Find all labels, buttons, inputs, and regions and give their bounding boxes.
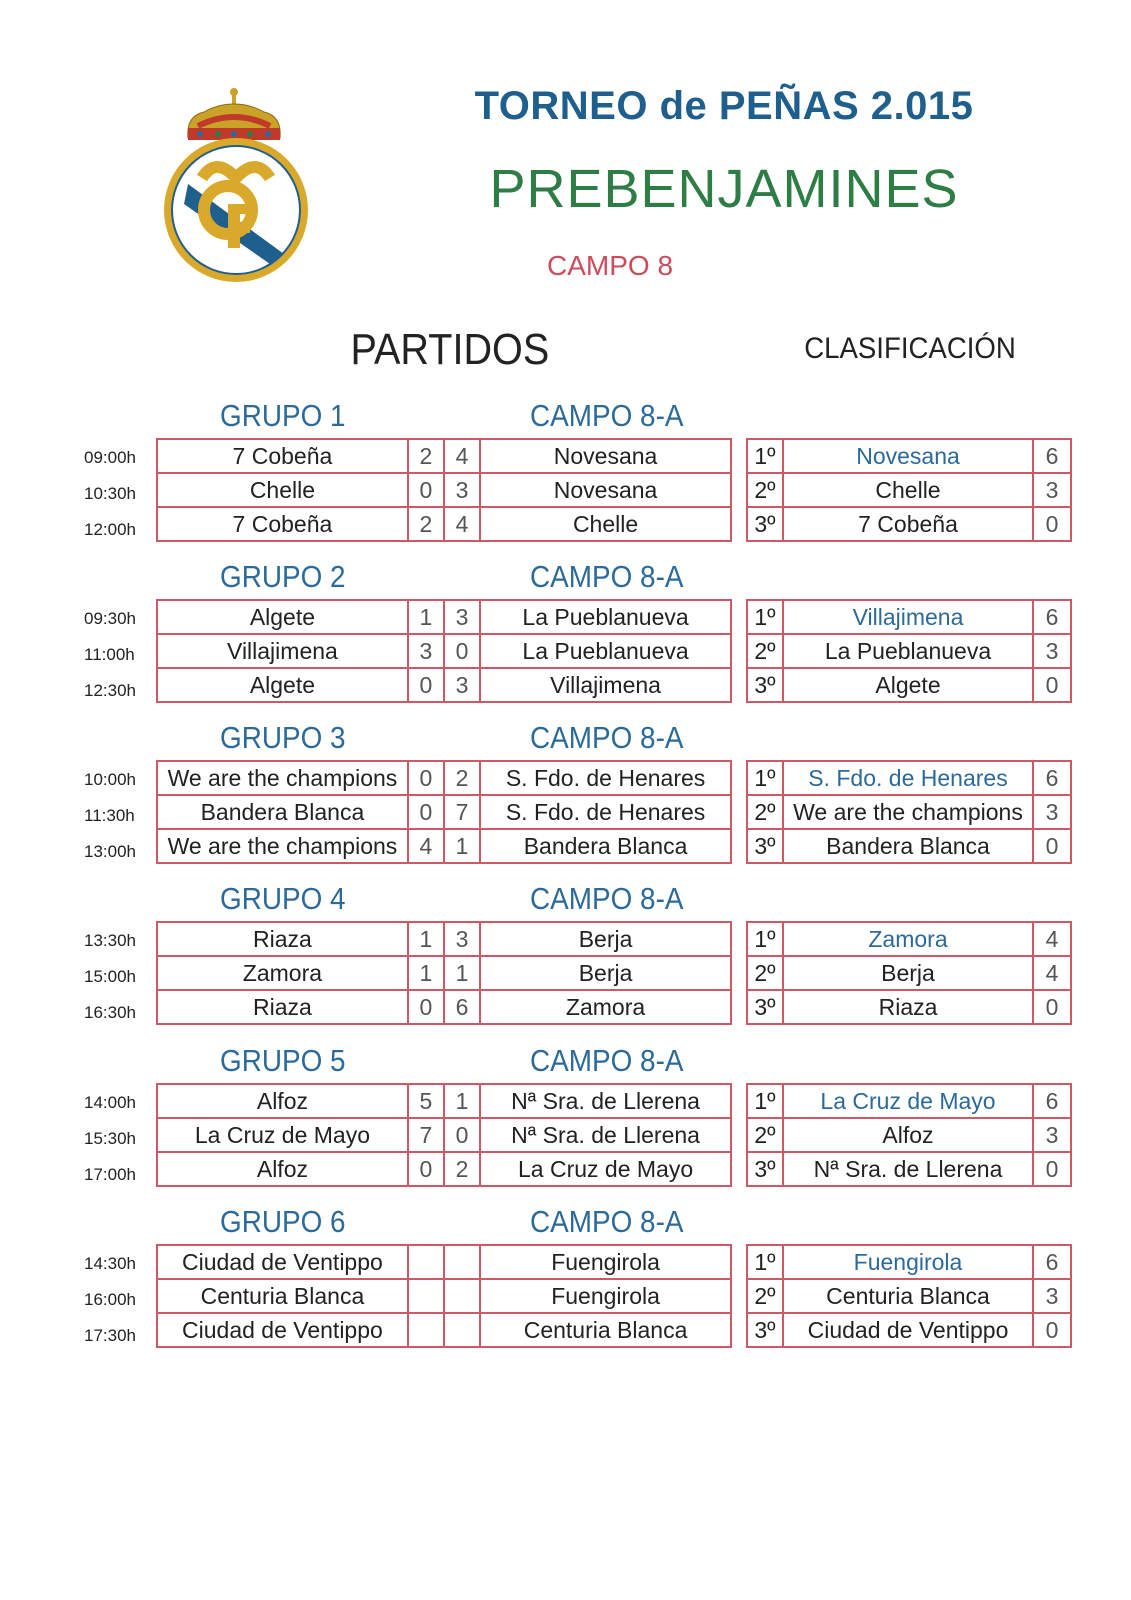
match-row xyxy=(157,1152,731,1186)
matches-table xyxy=(156,1083,732,1187)
home-score: 5 xyxy=(408,1084,444,1118)
standings-row xyxy=(747,990,1071,1024)
group-block xyxy=(0,1204,1131,1354)
home-score: 3 xyxy=(408,634,444,668)
home-team: 7 Cobeña xyxy=(157,439,408,473)
standings-table xyxy=(746,1083,1072,1187)
match-row xyxy=(157,668,731,702)
home-team: Zamora xyxy=(157,956,408,990)
home-score: 7 xyxy=(408,1118,444,1152)
matches-heading: PARTIDOS xyxy=(350,325,550,374)
standing-team: Algete xyxy=(783,668,1033,702)
match-row xyxy=(157,761,731,795)
standing-position: 1º xyxy=(747,1084,783,1118)
standing-position: 3º xyxy=(747,1152,783,1186)
matches-table xyxy=(156,760,732,864)
match-time: 12:30h xyxy=(84,681,136,700)
away-team: Nª Sra. de Llerena xyxy=(480,1118,731,1152)
away-team: Berja xyxy=(480,922,731,956)
match-row xyxy=(157,1118,731,1152)
group-field-label: CAMPO 8-A xyxy=(530,1204,684,1239)
match-time: 13:30h xyxy=(84,931,136,950)
standing-team: Berja xyxy=(783,956,1033,990)
standings-row xyxy=(747,761,1071,795)
standings-row xyxy=(747,507,1071,541)
group-field-label: CAMPO 8-A xyxy=(530,1043,684,1078)
standings-row xyxy=(747,668,1071,702)
home-score xyxy=(408,1245,444,1279)
standing-points: 3 xyxy=(1033,1279,1071,1313)
group-label: GRUPO 4 xyxy=(220,881,346,916)
match-time: 14:30h xyxy=(84,1254,136,1273)
standing-position: 2º xyxy=(747,795,783,829)
home-team: We are the champions xyxy=(157,829,408,863)
standings-table xyxy=(746,760,1072,864)
standing-team: Alfoz xyxy=(783,1118,1033,1152)
match-time: 17:00h xyxy=(84,1165,136,1184)
home-team: Algete xyxy=(157,668,408,702)
away-score: 3 xyxy=(444,600,480,634)
away-score: 4 xyxy=(444,439,480,473)
home-team: La Cruz de Mayo xyxy=(157,1118,408,1152)
crown-icon xyxy=(188,88,280,140)
standing-team: Chelle xyxy=(783,473,1033,507)
match-time: 10:00h xyxy=(84,770,136,789)
home-score xyxy=(408,1279,444,1313)
standings-row xyxy=(747,1313,1071,1347)
away-score: 1 xyxy=(444,829,480,863)
away-team: S. Fdo. de Henares xyxy=(480,761,731,795)
standing-points: 0 xyxy=(1033,1152,1071,1186)
standings-row xyxy=(747,956,1071,990)
home-score: 0 xyxy=(408,668,444,702)
match-row xyxy=(157,634,731,668)
match-row xyxy=(157,1279,731,1313)
standings-row xyxy=(747,600,1071,634)
group-label: GRUPO 5 xyxy=(220,1043,346,1078)
match-row xyxy=(157,922,731,956)
away-team: La Cruz de Mayo xyxy=(480,1152,731,1186)
match-row xyxy=(157,600,731,634)
away-score: 4 xyxy=(444,507,480,541)
match-times xyxy=(84,1246,150,1354)
group-block xyxy=(0,398,1131,548)
group-field-label: CAMPO 8-A xyxy=(530,398,684,433)
away-score: 7 xyxy=(444,795,480,829)
home-team: Bandera Blanca xyxy=(157,795,408,829)
match-time: 11:30h xyxy=(84,806,135,825)
away-score: 0 xyxy=(444,1118,480,1152)
standing-position: 2º xyxy=(747,1279,783,1313)
standing-points: 6 xyxy=(1033,761,1071,795)
standing-points: 0 xyxy=(1033,507,1071,541)
match-time: 12:00h xyxy=(84,520,136,539)
standings-row xyxy=(747,922,1071,956)
away-team: Berja xyxy=(480,956,731,990)
standing-position: 2º xyxy=(747,956,783,990)
standing-team: La Pueblanueva xyxy=(783,634,1033,668)
standing-team: 7 Cobeña xyxy=(783,507,1033,541)
tournament-title: TORNEO de PEÑAS 2.015 xyxy=(474,84,974,128)
match-row xyxy=(157,1313,731,1347)
match-row xyxy=(157,990,731,1024)
home-team: Ciudad de Ventippo xyxy=(157,1245,408,1279)
group-field-label: CAMPO 8-A xyxy=(530,559,684,594)
away-team: Centuria Blanca xyxy=(480,1313,731,1347)
standings-row xyxy=(747,439,1071,473)
home-score: 4 xyxy=(408,829,444,863)
standing-points: 3 xyxy=(1033,795,1071,829)
standing-points: 0 xyxy=(1033,990,1071,1024)
match-times xyxy=(84,762,150,870)
standing-position: 3º xyxy=(747,507,783,541)
match-time: 16:00h xyxy=(84,1290,136,1309)
away-team: Zamora xyxy=(480,990,731,1024)
standing-points: 6 xyxy=(1033,600,1071,634)
away-score: 3 xyxy=(444,922,480,956)
standing-points: 0 xyxy=(1033,1313,1071,1347)
home-score: 0 xyxy=(408,795,444,829)
home-team: Riaza xyxy=(157,990,408,1024)
away-score xyxy=(444,1279,480,1313)
group-label: GRUPO 1 xyxy=(220,398,346,433)
match-times xyxy=(84,440,150,548)
home-score: 2 xyxy=(408,507,444,541)
away-team: La Pueblanueva xyxy=(480,600,731,634)
standing-points: 0 xyxy=(1033,668,1071,702)
standing-position: 2º xyxy=(747,1118,783,1152)
away-team: Fuengirola xyxy=(480,1245,731,1279)
away-score: 3 xyxy=(444,473,480,507)
standings-table xyxy=(746,599,1072,703)
match-times xyxy=(84,601,150,709)
match-time: 11:00h xyxy=(84,645,135,664)
match-row xyxy=(157,1084,731,1118)
standing-points: 3 xyxy=(1033,634,1071,668)
standings-row xyxy=(747,1118,1071,1152)
emblem-ring xyxy=(164,138,308,282)
match-times xyxy=(84,1085,150,1193)
away-score: 3 xyxy=(444,668,480,702)
standings-row xyxy=(747,1152,1071,1186)
standing-team: Ciudad de Ventippo xyxy=(783,1313,1033,1347)
club-crest-logo xyxy=(158,86,314,286)
matches-table xyxy=(156,599,732,703)
standings-row xyxy=(747,473,1071,507)
standing-team: Zamora xyxy=(783,922,1033,956)
standing-position: 3º xyxy=(747,829,783,863)
match-times xyxy=(84,923,150,1031)
match-time: 15:00h xyxy=(84,967,136,986)
match-time: 15:30h xyxy=(84,1129,136,1148)
home-team: Ciudad de Ventippo xyxy=(157,1313,408,1347)
standing-team: We are the champions xyxy=(783,795,1033,829)
home-team: Alfoz xyxy=(157,1084,408,1118)
standing-team: Riaza xyxy=(783,990,1033,1024)
home-team: Alfoz xyxy=(157,1152,408,1186)
home-score: 1 xyxy=(408,956,444,990)
group-block xyxy=(0,881,1131,1031)
match-time: 17:30h xyxy=(84,1326,136,1345)
standing-points: 6 xyxy=(1033,1245,1071,1279)
away-score: 2 xyxy=(444,761,480,795)
group-label: GRUPO 2 xyxy=(220,559,346,594)
standing-position: 1º xyxy=(747,439,783,473)
home-score: 2 xyxy=(408,439,444,473)
home-team: Centuria Blanca xyxy=(157,1279,408,1313)
group-block xyxy=(0,559,1131,709)
standing-position: 1º xyxy=(747,761,783,795)
away-team: La Pueblanueva xyxy=(480,634,731,668)
group-label: GRUPO 6 xyxy=(220,1204,346,1239)
standing-position: 2º xyxy=(747,473,783,507)
group-block xyxy=(0,720,1131,870)
standing-team: S. Fdo. de Henares xyxy=(783,761,1033,795)
home-score: 0 xyxy=(408,761,444,795)
match-time: 09:30h xyxy=(84,609,136,628)
away-team: Bandera Blanca xyxy=(480,829,731,863)
home-team: 7 Cobeña xyxy=(157,507,408,541)
match-row xyxy=(157,439,731,473)
group-field-label: CAMPO 8-A xyxy=(530,720,684,755)
match-time: 09:00h xyxy=(84,448,136,467)
field-title: CAMPO 8 xyxy=(546,250,674,281)
away-score: 2 xyxy=(444,1152,480,1186)
standing-points: 3 xyxy=(1033,1118,1071,1152)
away-team: Novesana xyxy=(480,473,731,507)
away-score xyxy=(444,1245,480,1279)
standings-row xyxy=(747,795,1071,829)
away-score: 6 xyxy=(444,990,480,1024)
away-team: Chelle xyxy=(480,507,731,541)
away-score: 0 xyxy=(444,634,480,668)
standings-row xyxy=(747,829,1071,863)
match-time: 14:00h xyxy=(84,1093,136,1112)
matches-table xyxy=(156,1244,732,1348)
home-team: Chelle xyxy=(157,473,408,507)
group-field-label: CAMPO 8-A xyxy=(530,881,684,916)
match-time: 13:00h xyxy=(84,842,136,861)
match-row xyxy=(157,829,731,863)
home-team: Algete xyxy=(157,600,408,634)
away-team: Nª Sra. de Llerena xyxy=(480,1084,731,1118)
home-score: 1 xyxy=(408,922,444,956)
standing-position: 3º xyxy=(747,668,783,702)
standing-points: 6 xyxy=(1033,439,1071,473)
away-team: Novesana xyxy=(480,439,731,473)
standing-position: 3º xyxy=(747,1313,783,1347)
standings-row xyxy=(747,1084,1071,1118)
home-score: 1 xyxy=(408,600,444,634)
home-score: 0 xyxy=(408,1152,444,1186)
standing-points: 3 xyxy=(1033,473,1071,507)
standing-position: 3º xyxy=(747,990,783,1024)
standings-row xyxy=(747,1279,1071,1313)
group-label: GRUPO 3 xyxy=(220,720,346,755)
standing-team: Villajimena xyxy=(783,600,1033,634)
match-time: 10:30h xyxy=(84,484,136,503)
standings-table xyxy=(746,1244,1072,1348)
standing-points: 4 xyxy=(1033,956,1071,990)
standing-position: 1º xyxy=(747,600,783,634)
standing-team: Centuria Blanca xyxy=(783,1279,1033,1313)
home-score xyxy=(408,1313,444,1347)
match-row xyxy=(157,473,731,507)
away-score: 1 xyxy=(444,956,480,990)
away-team: Villajimena xyxy=(480,668,731,702)
standing-points: 6 xyxy=(1033,1084,1071,1118)
standing-points: 0 xyxy=(1033,829,1071,863)
matches-table xyxy=(156,921,732,1025)
standings-table xyxy=(746,438,1072,542)
group-block xyxy=(0,1043,1131,1193)
standing-position: 1º xyxy=(747,922,783,956)
standings-row xyxy=(747,634,1071,668)
match-row xyxy=(157,507,731,541)
away-score xyxy=(444,1313,480,1347)
standing-team: Novesana xyxy=(783,439,1033,473)
category-title: PREBENJAMINES xyxy=(489,159,959,219)
standing-points: 4 xyxy=(1033,922,1071,956)
away-team: Fuengirola xyxy=(480,1279,731,1313)
standings-heading: CLASIFICACIÓN xyxy=(804,332,1016,365)
standing-team: Fuengirola xyxy=(783,1245,1033,1279)
home-score: 0 xyxy=(408,473,444,507)
standing-position: 2º xyxy=(747,634,783,668)
match-time: 16:30h xyxy=(84,1003,136,1022)
home-score: 0 xyxy=(408,990,444,1024)
match-row xyxy=(157,1245,731,1279)
standing-team: Bandera Blanca xyxy=(783,829,1033,863)
away-score: 1 xyxy=(444,1084,480,1118)
standings-row xyxy=(747,1245,1071,1279)
standings-table xyxy=(746,921,1072,1025)
standing-team: Nª Sra. de Llerena xyxy=(783,1152,1033,1186)
away-team: S. Fdo. de Henares xyxy=(480,795,731,829)
match-row xyxy=(157,795,731,829)
home-team: Villajimena xyxy=(157,634,408,668)
match-row xyxy=(157,956,731,990)
matches-table xyxy=(156,438,732,542)
standing-position: 1º xyxy=(747,1245,783,1279)
home-team: Riaza xyxy=(157,922,408,956)
standing-team: La Cruz de Mayo xyxy=(783,1084,1033,1118)
home-team: We are the champions xyxy=(157,761,408,795)
